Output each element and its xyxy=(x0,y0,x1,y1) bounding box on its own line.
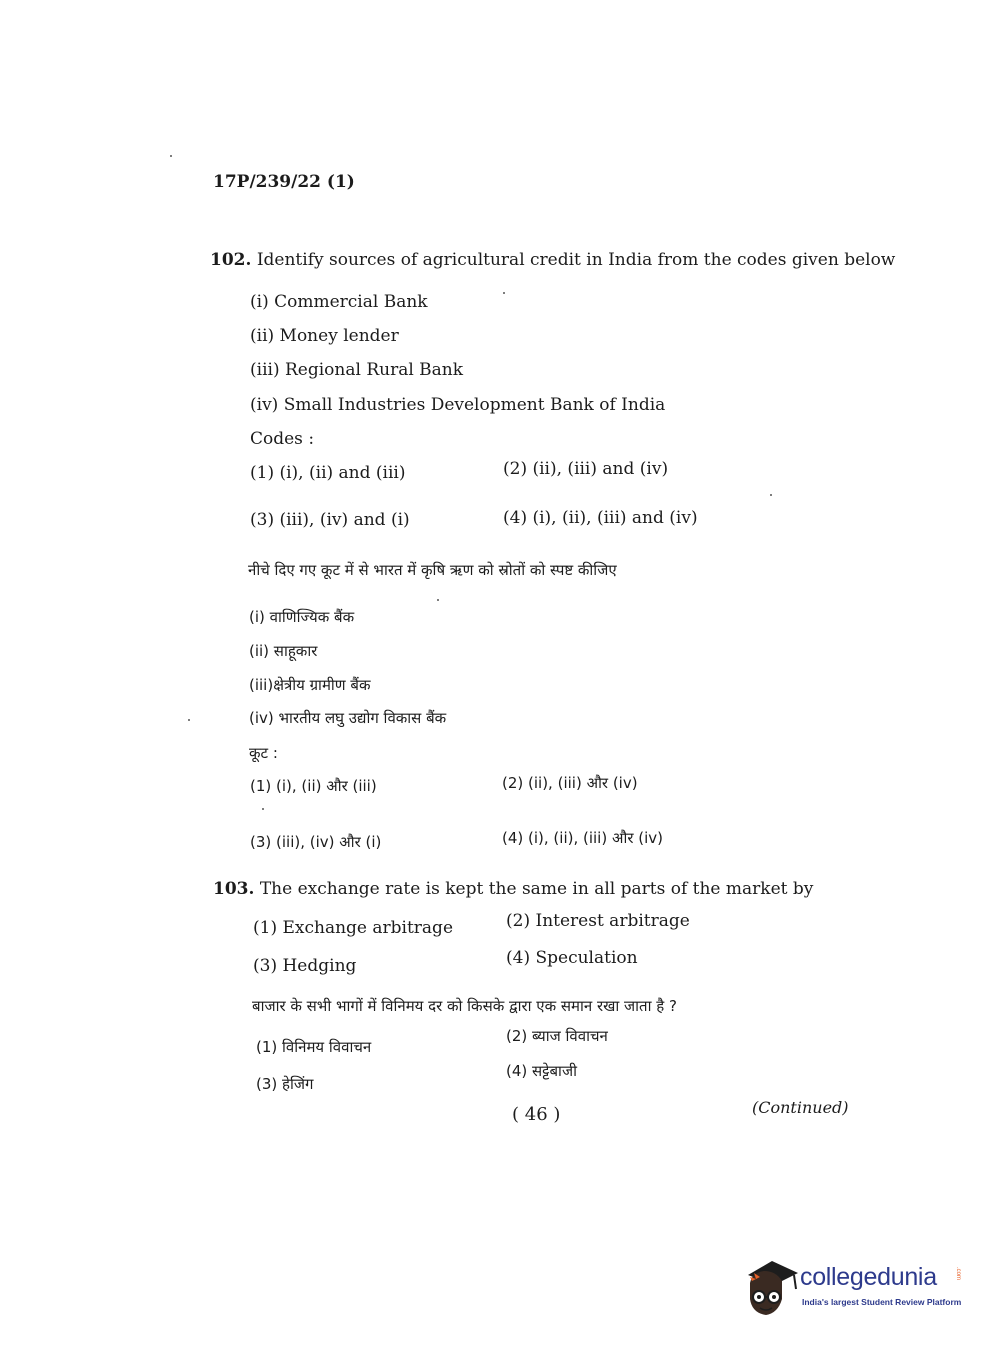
list-item: (iii)क्षेत्रीय ग्रामीण बैंक xyxy=(249,676,371,694)
scan-speck xyxy=(170,155,172,157)
scan-speck xyxy=(770,494,772,496)
question-text: The exchange rate is kept the same in all parts of the market by xyxy=(259,879,814,899)
logo-suffix: .com xyxy=(955,1267,961,1281)
list-item: (ii) Money lender xyxy=(250,326,399,346)
question-number: 102. xyxy=(210,250,252,270)
mascot-icon xyxy=(742,1255,800,1321)
option-1: (1) विनिमय विवाचन xyxy=(256,1038,372,1056)
question-number: 103. xyxy=(213,879,255,899)
option-2: (2) (ii), (iii) और (iv) xyxy=(502,774,638,792)
list-item: (iv) भारतीय लघु उद्योग विकास बैंक xyxy=(249,709,447,727)
codes-label: कूट : xyxy=(249,744,278,762)
list-item: (iii) Regional Rural Bank xyxy=(250,360,464,380)
option-1: (1) (i), (ii) और (iii) xyxy=(250,777,377,795)
list-item: (i) Commercial Bank xyxy=(250,292,428,312)
list-item: (ii) साहूकार xyxy=(249,642,318,660)
option-2: (2) Interest arbitrage xyxy=(506,911,690,931)
paper-code: 17P/239/22 (1) xyxy=(213,172,355,192)
scan-speck xyxy=(437,599,439,601)
question-text: Identify sources of agricultural credit in India from the codes given below xyxy=(256,250,896,270)
option-4: (4) सट्टेबाजी xyxy=(506,1062,577,1080)
scan-speck xyxy=(503,292,505,294)
option-1: (1) (i), (ii) and (iii) xyxy=(250,463,406,483)
question-103 xyxy=(213,879,813,899)
option-2: (2) (ii), (iii) and (iv) xyxy=(503,459,669,479)
logo-tagline: India's largest Student Review Platform xyxy=(802,1297,962,1307)
option-3: (3) हेजिंग xyxy=(256,1075,314,1093)
scan-speck xyxy=(188,719,190,721)
option-4: (4) (i), (ii), (iii) and (iv) xyxy=(503,508,698,528)
list-item: (iv) Small Industries Development Bank of India xyxy=(250,395,666,415)
codes-label: Codes : xyxy=(250,429,315,449)
option-4: (4) Speculation xyxy=(506,948,638,968)
option-1: (1) Exchange arbitrage xyxy=(253,918,453,938)
page-number: ( 46 ) xyxy=(512,1104,561,1125)
option-3: (3) (iii), (iv) and (i) xyxy=(250,510,410,530)
collegedunia-logo xyxy=(742,1255,972,1325)
question-text-hindi: नीचे दिए गए कूट में से भारत में कृषि ऋण को स्रोतों को स्पष्ट कीजिए xyxy=(248,561,617,579)
scan-speck xyxy=(262,808,264,810)
option-2: (2) ब्याज विवाचन xyxy=(506,1027,608,1045)
question-102 xyxy=(210,250,895,270)
option-4: (4) (i), (ii), (iii) और (iv) xyxy=(502,829,663,847)
question-text-hindi: बाजार के सभी भागों में विनिमय दर को किसके द्वारा एक समान रखा जाता है ? xyxy=(252,997,677,1015)
list-item: (i) वाणिज्यिक बैंक xyxy=(249,608,355,626)
option-3: (3) (iii), (iv) और (i) xyxy=(250,833,382,851)
option-3: (3) Hedging xyxy=(253,956,357,976)
logo-wordmark: collegedunia xyxy=(800,1263,937,1291)
continued-note: (Continued) xyxy=(752,1098,849,1117)
